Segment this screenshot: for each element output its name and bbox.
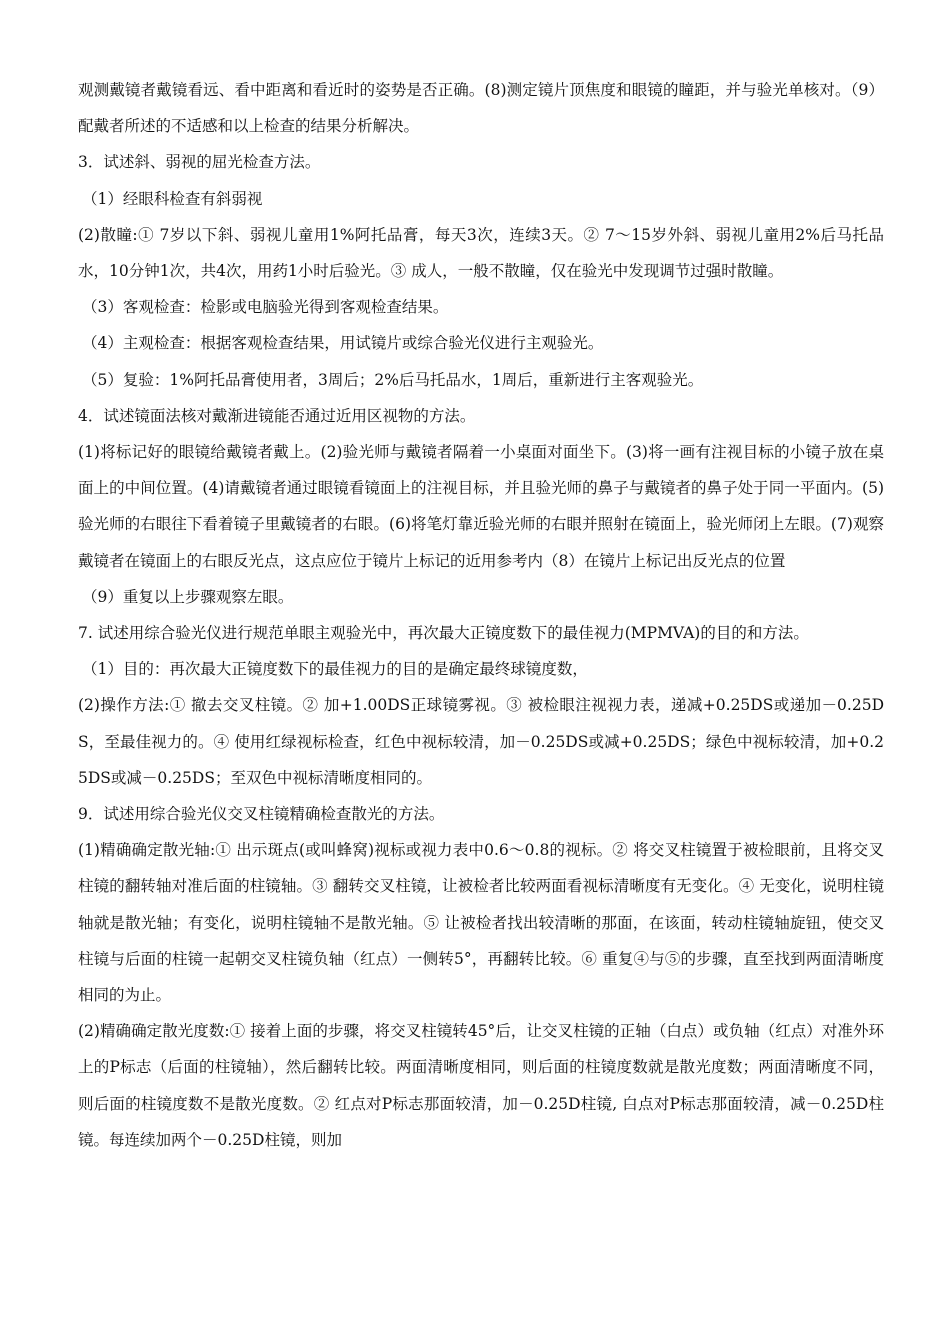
question-3-item-5: （5）复验：1%阿托品膏使用者，3周后；2%后马托品水，1周后，重新进行主客观验光。 [82,370,704,389]
paragraph-intro: 观测戴镜者戴镜看远、看中距离和看近时的姿势是否正确。(8)测定镜片顶焦度和眼镜的瞳距，并与验光单核对。（9）配戴者所述的不适感和以上检查的结果分析解决。 [78,81,884,136]
question-3-item-3: （3）客观检查：检影或电脑验光得到客观检查结果。 [82,298,449,317]
question-4-heading: 4．试述镜面法核对戴渐进镜能否通过近用区视物的方法。 [78,406,476,425]
question-3-item-1: （1）经眼科检查有斜弱视 [82,189,263,208]
question-4-step-9: （9）重复以上步骤观察左眼。 [82,587,294,606]
question-3-item-2: (2)散瞳:① 7岁以下斜、弱视儿童用1%阿托品膏，每天3次，连续3天。② 7～15岁外斜、弱视儿童用2%后马托品水，10分钟1次，共4次，用药1小时后验光。③ 成人，一般不散瞳，仅在验光中发现调节过强时散瞳。 [78,225,884,281]
document-page [78,72,884,1158]
question-3-item-4: （4）主观检查：根据客观检查结果，用试镜片或综合验光仪进行主观验光。 [82,334,604,353]
question-4-steps: (1)将标记好的眼镜给戴镜者戴上。(2)验光师与戴镜者隔着一小桌面对面坐下。(3)将一画有注视目标的小镜子放在桌面上的中间位置。(4)请戴镜者通过眼镜看镜面上的注视目标，并且验光师的鼻子与戴镜者的鼻子处于同一平面内。(5)验光师的右眼往下看着镜子里戴镜者的右眼。(6)将笔灯靠近验光师的右眼并照射在镜面上，验光师闭上左眼。(7)观察戴镜者在镜面上的右眼反光点，这点应位于镜片上标记的近用参考内（8）在镜片上标记出反光点的位置 [78,443,884,570]
question-7-item-2: (2)操作方法:① 撤去交叉柱镜。② 加+1.00DS正球镜雾视。③ 被检眼注视视力表，递减+0.25DS或递加－0.25DS，至最佳视力的。④ 使用红绿视标检查，红色中视标较清，加－0.25DS或减+0.25DS；绿色中视标较清，加+0.25DS或减－0.25DS；至双色中视标清晰度相同的。 [78,696,884,787]
question-7-heading: 7. 试述用综合验光仪进行规范单眼主观验光中，再次最大正镜度数下的最佳视力(MPMVA)的目的和方法。 [78,624,809,643]
question-7-item-1: （1）目的：再次最大正镜度数下的最佳视力的目的是确定最终球镜度数， [82,660,588,679]
question-9-item-1: (1)精确确定散光轴:① 出示斑点(或叫蜂窝)视标或视力表中0.6～0.8的视标。② 将交叉柱镜置于被检眼前，且将交叉柱镜的翻转轴对准后面的柱镜轴。③ 翻转交叉柱镜，让被检者比较两面看视标清晰度有无变化。④ 无变化，说明柱镜轴就是散光轴；有变化，说明柱镜轴不是散光轴。⑤ 让被检者找出较清晰的那面，在该面，转动柱镜轴旋钮，使交叉柱镜与后面的柱镜一起朝交叉柱镜负轴（红点）一侧转5°，再翻转比较。⑥ 重复④与⑤的步骤，直至找到两面清晰度相同的为止。 [78,841,884,1005]
question-9-item-2: (2)精确确定散光度数:① 接着上面的步骤，将交叉柱镜转45°后，让交叉柱镜的正轴（白点）或负轴（红点）对准外环上的P标志（后面的柱镜轴），然后翻转比较。两面清晰度相同，则后面的柱镜度数就是散光度数；两面清晰度不同，则后面的柱镜度数不是散光度数。② 红点对P标志那面较清，加－0.25D柱镜, 白点对P标志那面较清，减－0.25D柱镜。每连续加两个－0.25D柱镜，则加 [78,1022,884,1149]
question-9-heading: 9．试述用综合验光仪交叉柱镜精确检查散光的方法。 [78,805,445,824]
question-3-heading: 3．试述斜、弱视的屈光检查方法。 [78,153,321,172]
